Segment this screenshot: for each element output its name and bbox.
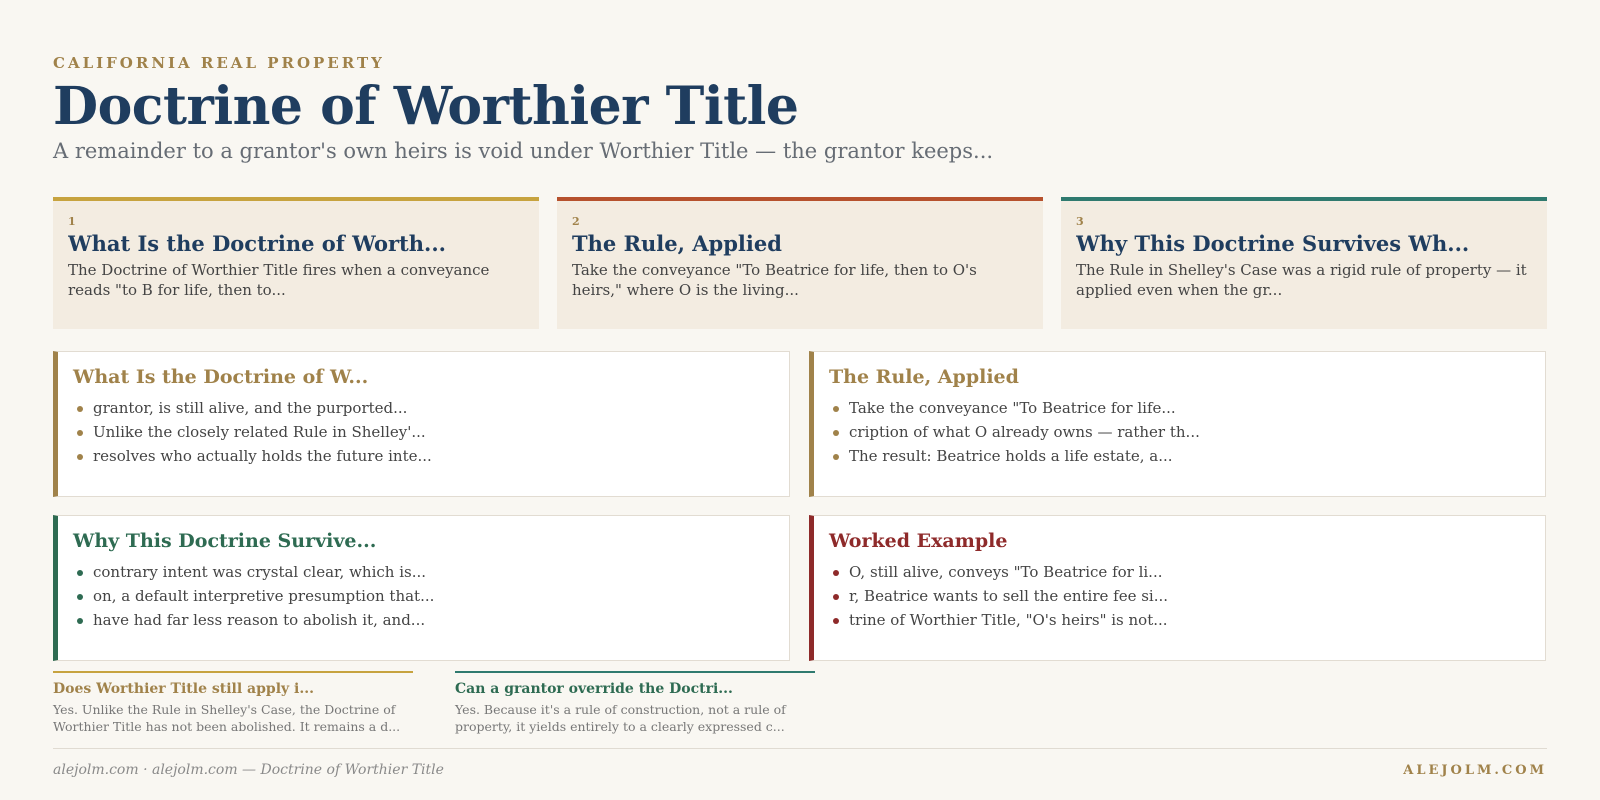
footer-brand-link[interactable]: ALEJOLM.COM — [1403, 763, 1547, 778]
faq-item-1[interactable] — [53, 671, 413, 735]
card-title: The Rule, Applied — [572, 231, 782, 256]
detail-panel-why-survives — [53, 515, 790, 661]
summary-card-3[interactable] — [1061, 197, 1547, 329]
list-item: contrary intent was crystal clear, which is... — [73, 560, 774, 584]
bullet-list — [829, 560, 1530, 632]
faq-question[interactable]: Can a grantor override the Doctri... — [455, 681, 733, 697]
panel-title: Why This Doctrine Survive... — [73, 530, 377, 552]
list-item: on, a default interpretive presumption that... — [73, 584, 774, 608]
card-body: Take the conveyance "To Beatrice for life, then to O's heirs," where O is the living... — [572, 261, 977, 299]
bullet-list — [829, 396, 1530, 468]
list-item: cription of what O already owns — rather th... — [829, 420, 1530, 444]
list-item: Take the conveyance "To Beatrice for life... — [829, 396, 1530, 420]
list-item: have had far less reason to abolish it, and... — [73, 608, 774, 632]
card-number: 2 — [572, 215, 580, 228]
page — [53, 0, 1547, 800]
detail-panel-worked-example — [809, 515, 1546, 661]
card-title: Why This Doctrine Survives Wh... — [1076, 231, 1470, 256]
list-item: grantor, is still alive, and the purported... — [73, 396, 774, 420]
panel-title: The Rule, Applied — [829, 366, 1019, 388]
eyebrow-label: CALIFORNIA REAL PROPERTY — [53, 54, 385, 72]
faq-item-2[interactable] — [455, 671, 815, 735]
list-item: Unlike the closely related Rule in Shelley'... — [73, 420, 774, 444]
summary-card-2[interactable] — [557, 197, 1043, 329]
panel-title: What Is the Doctrine of W... — [73, 366, 369, 388]
list-item: O, still alive, conveys "To Beatrice for li... — [829, 560, 1530, 584]
detail-panel-what-is — [53, 351, 790, 497]
footer-divider — [53, 748, 1547, 749]
faq-answer: Yes. Because it's a rule of construction, not a rule of property, it yields entirely to a clearly expressed c... — [455, 702, 786, 734]
page-subtitle: A remainder to a grantor's own heirs is void under Worthier Title — the grantor keeps... — [53, 139, 994, 163]
faq-question[interactable]: Does Worthier Title still apply i... — [53, 681, 314, 697]
bullet-list — [73, 396, 774, 468]
card-number: 3 — [1076, 215, 1084, 228]
card-body: The Doctrine of Worthier Title fires when a conveyance reads "to B for life, then to... — [68, 261, 490, 299]
faq-answer: Yes. Unlike the Rule in Shelley's Case, the Doctrine of Worthier Title has not been abolished. It remains a d... — [53, 702, 401, 734]
summary-cards — [53, 197, 1547, 329]
list-item: The result: Beatrice holds a life estate, a... — [829, 444, 1530, 468]
list-item: resolves who actually holds the future inte... — [73, 444, 774, 468]
card-number: 1 — [68, 215, 76, 228]
footer-credit: alejolm.com · alejolm.com — Doctrine of Worthier Title — [53, 762, 444, 778]
list-item: trine of Worthier Title, "O's heirs" is not... — [829, 608, 1530, 632]
bullet-list — [73, 560, 774, 632]
panel-title: Worked Example — [829, 530, 1008, 552]
detail-panel-rule-applied — [809, 351, 1546, 497]
list-item: r, Beatrice wants to sell the entire fee si... — [829, 584, 1530, 608]
card-body: The Rule in Shelley's Case was a rigid rule of property — it applied even when the gr... — [1076, 261, 1527, 299]
card-title: What Is the Doctrine of Worth... — [68, 231, 446, 256]
page-title: Doctrine of Worthier Title — [53, 76, 799, 137]
summary-card-1[interactable] — [53, 197, 539, 329]
